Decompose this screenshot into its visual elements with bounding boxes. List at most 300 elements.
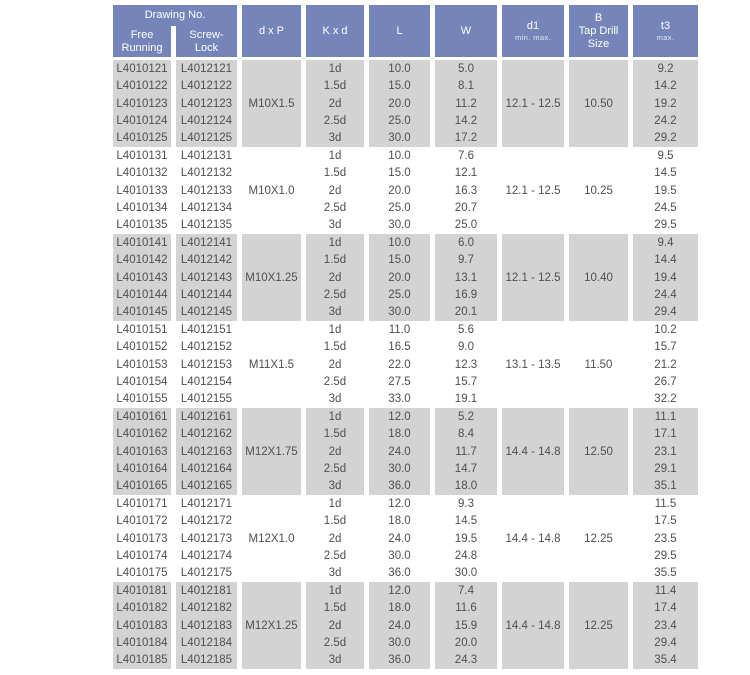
cell-free: L4010164: [116, 462, 168, 475]
table-group: [113, 147, 698, 234]
cell-l: 12.0: [388, 410, 411, 423]
cell-lock: L4012171: [180, 497, 233, 510]
header-free-running-line2: Running: [121, 41, 163, 54]
cell-b: 12.25: [584, 619, 613, 632]
column-dxp: [242, 408, 301, 495]
cell-kxd: 2.5d: [323, 462, 347, 475]
cell-w: 9.3: [458, 497, 474, 510]
table-header: [113, 5, 698, 57]
cell-b: 10.40: [584, 271, 613, 284]
cell-t3: 15.7: [654, 341, 677, 354]
cell-l: 36.0: [388, 654, 411, 667]
cell-lock: L4012133: [180, 184, 233, 197]
cell-t3: 11.4: [654, 584, 677, 597]
column-t3: [633, 234, 698, 321]
cell-w: 18.0: [454, 480, 478, 493]
cell-dxp: M10X1.25: [245, 271, 298, 284]
column-dxp: [242, 60, 301, 147]
cell-l: 12.0: [388, 584, 411, 597]
column-d1: [502, 408, 564, 495]
cell-lock: L4012141: [180, 236, 233, 249]
cell-lock: L4012174: [180, 549, 233, 562]
cell-l: 36.0: [388, 480, 411, 493]
cell-l: 30.0: [388, 462, 411, 475]
cell-t3: 11.1: [654, 410, 677, 423]
cell-l: 18.0: [388, 602, 411, 615]
cell-w: 14.7: [454, 462, 478, 475]
cell-kxd: 2.5d: [323, 375, 347, 388]
cell-t3: 29.5: [654, 549, 677, 562]
cell-kxd: 2d: [328, 619, 342, 632]
cell-free: L4010153: [116, 358, 168, 371]
column-b: [569, 408, 628, 495]
column-dxp: [242, 582, 301, 669]
cell-w: 5.0: [458, 62, 474, 75]
cell-l: 33.0: [388, 393, 411, 406]
header-t3: [633, 5, 698, 57]
cell-w: 15.9: [454, 619, 478, 632]
header-screw-lock: [176, 26, 237, 57]
cell-lock: L4012173: [180, 532, 233, 545]
cell-l: 15.0: [388, 254, 411, 267]
cell-kxd: 3d: [328, 219, 342, 232]
cell-lock: L4012144: [180, 288, 233, 301]
column-t3: [633, 147, 698, 234]
cell-l: 10.0: [388, 149, 411, 162]
cell-w: 20.1: [454, 306, 478, 319]
column-w: [435, 147, 497, 234]
cell-lock: L4012121: [180, 62, 233, 75]
cell-free: L4010121: [116, 62, 168, 75]
cell-b: 10.25: [584, 184, 613, 197]
cell-kxd: 2.5d: [323, 201, 347, 214]
cell-l: 30.0: [388, 132, 411, 145]
header-tap-drill-line1: B: [594, 11, 603, 24]
cell-l: 30.0: [388, 636, 411, 649]
header-l: L: [369, 5, 430, 57]
column-lock: [176, 60, 237, 147]
cell-l: 30.0: [388, 549, 411, 562]
cell-free: L4010185: [116, 654, 168, 667]
cell-t3: 29.5: [654, 219, 677, 232]
column-free: [113, 234, 171, 321]
column-b: [569, 234, 628, 321]
cell-dxp: M12X1.25: [245, 619, 298, 632]
cell-free: L4010161: [116, 410, 168, 423]
column-d1: [502, 60, 564, 147]
cell-kxd: 3d: [328, 306, 342, 319]
cell-l: 18.0: [388, 428, 411, 441]
cell-w: 20.0: [454, 636, 478, 649]
cell-d1: 12.1 - 12.5: [505, 184, 561, 197]
cell-w: 24.8: [454, 549, 478, 562]
cell-t3: 19.2: [654, 97, 677, 110]
cell-kxd: 1.5d: [323, 80, 347, 93]
column-w: [435, 60, 497, 147]
column-w: [435, 321, 497, 408]
column-l: [369, 321, 430, 408]
cell-lock: L4012145: [180, 306, 233, 319]
cell-w: 20.7: [454, 201, 478, 214]
cell-lock: L4012135: [180, 219, 233, 232]
cell-kxd: 3d: [328, 480, 342, 493]
cell-d1: 12.1 - 12.5: [505, 97, 561, 110]
cell-free: L4010152: [116, 341, 168, 354]
cell-free: L4010124: [116, 114, 168, 127]
column-t3: [633, 60, 698, 147]
header-w: W: [435, 5, 497, 57]
cell-t3: 29.1: [654, 462, 677, 475]
cell-l: 24.0: [388, 445, 411, 458]
cell-w: 12.3: [454, 358, 478, 371]
column-b: [569, 147, 628, 234]
cell-free: L4010182: [116, 602, 168, 615]
cell-l: 25.0: [388, 201, 411, 214]
cell-t3: 14.4: [654, 254, 677, 267]
cell-lock: L4012153: [180, 358, 233, 371]
column-b: [569, 582, 628, 669]
table-group: [113, 60, 698, 147]
cell-kxd: 2.5d: [323, 636, 347, 649]
cell-kxd: 1d: [328, 323, 342, 336]
cell-t3: 11.5: [654, 497, 677, 510]
header-t3-label: t3: [660, 20, 671, 32]
cell-w: 5.6: [458, 323, 474, 336]
cell-t3: 23.5: [654, 532, 677, 545]
cell-w: 30.0: [454, 567, 478, 580]
cell-kxd: 1.5d: [323, 167, 347, 180]
header-tap-drill: [569, 5, 628, 57]
cell-l: 20.0: [388, 184, 411, 197]
column-kxd: [306, 234, 364, 321]
cell-l: 25.0: [388, 288, 411, 301]
cell-w: 24.3: [454, 654, 478, 667]
cell-free: L4010172: [116, 515, 168, 528]
header-drawing-no-label: Drawing No.: [144, 9, 206, 21]
cell-free: L4010171: [116, 497, 168, 510]
header-tap-drill-line2: Tap Drill: [578, 24, 619, 37]
column-free: [113, 60, 171, 147]
column-l: [369, 147, 430, 234]
cell-lock: L4012151: [180, 323, 233, 336]
cell-t3: 9.4: [657, 236, 674, 249]
cell-b: 11.50: [584, 358, 613, 371]
column-t3: [633, 495, 698, 582]
cell-t3: 35.1: [654, 480, 677, 493]
cell-kxd: 1d: [328, 410, 342, 423]
cell-w: 8.4: [458, 428, 474, 441]
cell-free: L4010134: [116, 201, 168, 214]
table-group: [113, 408, 698, 495]
cell-kxd: 1.5d: [323, 602, 347, 615]
column-w: [435, 495, 497, 582]
cell-lock: L4012142: [180, 254, 233, 267]
cell-w: 6.0: [458, 236, 474, 249]
cell-kxd: 1d: [328, 497, 342, 510]
column-free: [113, 408, 171, 495]
header-free-running: [113, 26, 171, 57]
cell-free: L4010143: [116, 271, 168, 284]
column-free: [113, 321, 171, 408]
cell-t3: 35.5: [654, 567, 677, 580]
cell-lock: L4012163: [180, 445, 233, 458]
cell-w: 11.6: [455, 602, 477, 615]
header-d1-label: d1: [526, 20, 540, 32]
cell-kxd: 1d: [328, 236, 342, 249]
cell-kxd: 2.5d: [323, 114, 347, 127]
cell-lock: L4012183: [180, 619, 233, 632]
cell-lock: L4012131: [180, 149, 233, 162]
cell-l: 30.0: [388, 219, 411, 232]
cell-free: L4010144: [116, 288, 168, 301]
cell-t3: 26.7: [654, 375, 677, 388]
cell-w: 11.7: [455, 445, 477, 458]
header-d1-sublabel: min. max.: [514, 33, 552, 42]
cell-dxp: M12X1.75: [245, 445, 298, 458]
cell-w: 19.5: [454, 532, 478, 545]
cell-w: 16.9: [454, 288, 478, 301]
cell-w: 11.2: [455, 97, 477, 110]
cell-free: L4010151: [116, 323, 168, 336]
header-kxd: K x d: [306, 5, 364, 57]
cell-lock: L4012152: [180, 341, 233, 354]
column-d1: [502, 321, 564, 408]
cell-w: 15.7: [454, 375, 478, 388]
header-screw-lock-line2: Lock: [194, 41, 219, 54]
cell-w: 9.7: [458, 254, 474, 267]
column-lock: [176, 495, 237, 582]
column-lock: [176, 321, 237, 408]
cell-kxd: 1d: [328, 62, 342, 75]
cell-d1: 14.4 - 14.8: [505, 445, 561, 458]
cell-l: 30.0: [388, 306, 411, 319]
cell-w: 25.0: [454, 219, 478, 232]
cell-b: 10.50: [584, 97, 613, 110]
cell-d1: 13.1 - 13.5: [505, 358, 561, 371]
column-b: [569, 495, 628, 582]
cell-free: L4010142: [116, 254, 168, 267]
cell-free: L4010145: [116, 306, 168, 319]
cell-t3: 32.2: [654, 393, 677, 406]
column-lock: [176, 408, 237, 495]
cell-lock: L4012124: [180, 114, 233, 127]
cell-l: 24.0: [388, 532, 411, 545]
cell-kxd: 1.5d: [323, 341, 347, 354]
cell-kxd: 1.5d: [323, 254, 347, 267]
cell-b: 12.25: [584, 532, 613, 545]
column-free: [113, 495, 171, 582]
cell-t3: 19.5: [654, 184, 677, 197]
header-drawing-no-subrow: [113, 26, 237, 57]
column-b: [569, 321, 628, 408]
cell-kxd: 2d: [328, 358, 342, 371]
cell-free: L4010165: [116, 480, 168, 493]
column-w: [435, 582, 497, 669]
cell-kxd: 2d: [328, 532, 342, 545]
column-kxd: [306, 582, 364, 669]
cell-lock: L4012134: [180, 201, 233, 214]
cell-t3: 21.2: [654, 358, 677, 371]
column-d1: [502, 147, 564, 234]
cell-d1: 12.1 - 12.5: [505, 271, 561, 284]
table-body: [113, 60, 698, 669]
cell-w: 12.1: [454, 167, 478, 180]
cell-w: 13.1: [454, 271, 478, 284]
cell-l: 25.0: [388, 114, 411, 127]
cell-t3: 17.5: [654, 515, 677, 528]
cell-t3: 19.4: [654, 271, 677, 284]
cell-w: 17.2: [454, 132, 478, 145]
column-l: [369, 408, 430, 495]
cell-lock: L4012154: [180, 375, 233, 388]
cell-l: 18.0: [388, 515, 411, 528]
table-group: [113, 582, 698, 669]
cell-free: L4010135: [116, 219, 168, 232]
cell-t3: 14.2: [654, 80, 677, 93]
cell-l: 24.0: [388, 619, 411, 632]
header-d1: [502, 5, 564, 57]
column-kxd: [306, 147, 364, 234]
cell-lock: L4012165: [180, 480, 233, 493]
cell-kxd: 2.5d: [323, 288, 347, 301]
header-screw-lock-line1: Screw-: [189, 28, 224, 41]
cell-kxd: 2d: [328, 271, 342, 284]
cell-w: 16.3: [454, 184, 478, 197]
cell-w: 7.4: [458, 584, 474, 597]
cell-t3: 29.2: [654, 132, 677, 145]
cell-free: L4010181: [116, 584, 168, 597]
cell-w: 8.1: [458, 80, 474, 93]
catalog-table: [113, 5, 698, 669]
cell-kxd: 2d: [328, 184, 342, 197]
cell-t3: 35.4: [654, 654, 677, 667]
cell-free: L4010175: [116, 567, 168, 580]
cell-lock: L4012184: [180, 636, 233, 649]
column-l: [369, 495, 430, 582]
cell-lock: L4012122: [180, 80, 233, 93]
cell-lock: L4012132: [180, 167, 233, 180]
cell-kxd: 3d: [328, 567, 342, 580]
cell-t3: 29.4: [654, 636, 677, 649]
cell-t3: 17.1: [654, 428, 677, 441]
cell-l: 12.0: [388, 497, 411, 510]
column-l: [369, 234, 430, 321]
cell-t3: 24.5: [654, 201, 677, 214]
cell-lock: L4012175: [180, 567, 233, 580]
cell-t3: 29.4: [654, 306, 677, 319]
cell-free: L4010154: [116, 375, 168, 388]
cell-w: 19.1: [454, 393, 478, 406]
cell-l: 27.5: [388, 375, 411, 388]
cell-lock: L4012125: [180, 132, 233, 145]
cell-free: L4010132: [116, 167, 168, 180]
cell-free: L4010183: [116, 619, 168, 632]
cell-free: L4010162: [116, 428, 168, 441]
cell-t3: 17.4: [654, 602, 677, 615]
cell-w: 14.2: [454, 114, 478, 127]
cell-l: 36.0: [388, 567, 411, 580]
table-group: [113, 234, 698, 321]
cell-t3: 9.5: [657, 149, 674, 162]
cell-lock: L4012164: [180, 462, 233, 475]
cell-kxd: 1.5d: [323, 428, 347, 441]
cell-t3: 24.2: [654, 114, 677, 127]
column-kxd: [306, 321, 364, 408]
column-t3: [633, 321, 698, 408]
cell-lock: L4012172: [180, 515, 233, 528]
cell-lock: L4012161: [180, 410, 233, 423]
column-t3: [633, 582, 698, 669]
cell-kxd: 2d: [328, 97, 342, 110]
column-free: [113, 582, 171, 669]
column-t3: [633, 408, 698, 495]
cell-l: 16.5: [388, 341, 411, 354]
cell-t3: 9.2: [657, 62, 674, 75]
header-dxp: d x P: [242, 5, 301, 57]
header-free-running-line1: Free: [130, 28, 154, 41]
cell-dxp: M10X1.5: [248, 97, 295, 110]
cell-t3: 23.4: [654, 619, 677, 632]
cell-free: L4010173: [116, 532, 168, 545]
column-kxd: [306, 495, 364, 582]
cell-kxd: 3d: [328, 654, 342, 667]
cell-kxd: 1d: [328, 584, 342, 597]
cell-kxd: 2.5d: [323, 549, 347, 562]
column-d1: [502, 495, 564, 582]
cell-free: L4010125: [116, 132, 168, 145]
table-group: [113, 495, 698, 582]
column-b: [569, 60, 628, 147]
column-l: [369, 60, 430, 147]
header-drawing-no: [113, 5, 237, 57]
cell-d1: 14.4 - 14.8: [505, 619, 561, 632]
cell-l: 11.0: [388, 323, 411, 336]
cell-kxd: 2d: [328, 445, 342, 458]
cell-w: 7.6: [458, 149, 474, 162]
cell-lock: L4012143: [180, 271, 233, 284]
cell-t3: 10.2: [654, 323, 677, 336]
cell-free: L4010163: [116, 445, 168, 458]
cell-dxp: M12X1.0: [248, 532, 295, 545]
column-w: [435, 234, 497, 321]
column-kxd: [306, 60, 364, 147]
column-dxp: [242, 321, 301, 408]
cell-free: L4010184: [116, 636, 168, 649]
cell-lock: L4012155: [180, 393, 233, 406]
cell-w: 5.2: [458, 410, 474, 423]
cell-t3: 24.4: [654, 288, 677, 301]
cell-l: 15.0: [388, 167, 411, 180]
cell-l: 10.0: [388, 236, 411, 249]
cell-free: L4010122: [116, 80, 168, 93]
cell-kxd: 1.5d: [323, 515, 347, 528]
header-t3-sublabel: max.: [656, 33, 675, 42]
column-lock: [176, 147, 237, 234]
cell-lock: L4012182: [180, 602, 233, 615]
cell-t3: 14.5: [654, 167, 677, 180]
column-lock: [176, 582, 237, 669]
cell-free: L4010155: [116, 393, 168, 406]
cell-free: L4010123: [116, 97, 168, 110]
cell-l: 20.0: [388, 271, 411, 284]
column-dxp: [242, 147, 301, 234]
cell-lock: L4012162: [180, 428, 233, 441]
cell-kxd: 3d: [328, 132, 342, 145]
cell-lock: L4012181: [180, 584, 233, 597]
column-free: [113, 147, 171, 234]
column-d1: [502, 582, 564, 669]
column-dxp: [242, 234, 301, 321]
